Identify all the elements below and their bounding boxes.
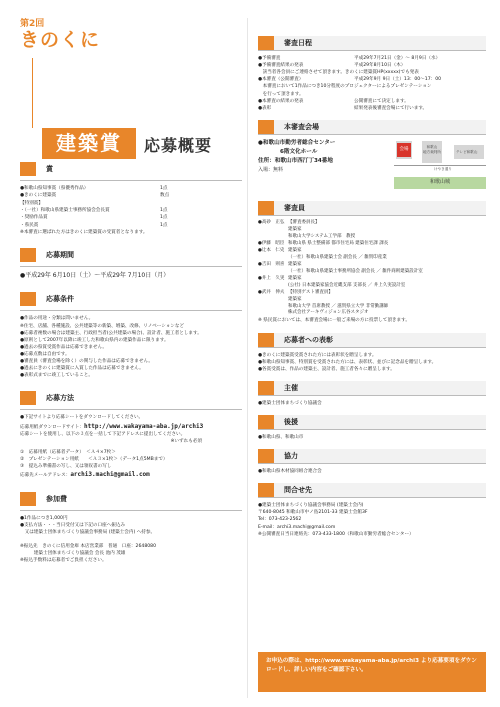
judge-detail-line: 建築家 — [288, 226, 302, 232]
section-title: 応募条件 — [46, 295, 74, 304]
venue-address: 住所：和歌山市西汀丁34番地 — [258, 157, 333, 164]
contact-line: Tel：073-423-2562 — [258, 517, 302, 523]
method-file-line: ② プレゼンテーション用紙 ＜Ａ３×1枚＞（データ1点5MBまで） — [20, 457, 168, 463]
section-awards — [20, 158, 242, 236]
award-count: 1点 — [160, 222, 168, 228]
condition-line: ●審査員（審査会場を除く）の関与した作品は応募できません。 — [20, 359, 153, 365]
section-marker — [258, 201, 274, 215]
schedule-value: 平成29年9月 9日（土）13：00〜17：00 — [354, 77, 442, 83]
judge-details — [288, 248, 486, 262]
schedule-value: 公開審査にて決定します。 — [354, 98, 409, 104]
awards-note: ※本審査に選ばれた方はきのくに建築賞の受賞者となります。 — [20, 230, 148, 236]
venue-name: ●和歌山市勤労者総合センター — [258, 139, 336, 146]
method-line: 応募シートを使用し、以下の３点を一括して下記アドレスに提出してください。 — [20, 431, 186, 437]
section-marker — [20, 292, 36, 306]
condition-line: ●作品の用途・分類は問いません。 — [20, 316, 94, 322]
fee-line: ●支払方法・・・当日受付又は下記の口座へ振込み — [20, 522, 126, 528]
award-item — [20, 214, 242, 221]
judge-name: ●吉田 則喜 — [258, 261, 285, 267]
judge-detail-line: 【審査委員長】 — [288, 219, 320, 225]
method-file-line: ① 応募用紙（応募者データ） ＜Ａ４×7枚＞ — [20, 450, 116, 456]
section-header — [20, 244, 242, 267]
award-item — [20, 185, 242, 192]
judge-detail-line: 建築家 — [288, 296, 302, 302]
section-marker — [258, 483, 274, 497]
section-header — [258, 333, 486, 348]
award-label: 建築賞 — [42, 128, 136, 159]
condition-line: ●応募者複数の場合は建築主、行政担当者(公共建築の場合)、設計者、施工者とします。 — [20, 330, 202, 336]
section-conditions — [20, 288, 242, 379]
method-line: ●下記サイトより応募シートをダウンロードしてください。 — [20, 415, 144, 421]
schedule-row — [258, 62, 486, 69]
condition-line: ●過去にきのくに建築賞に入賞した作品は応募できません。 — [20, 366, 144, 372]
download-link[interactable]: http://www.wakayama-aba.jp/archi3 — [84, 422, 204, 430]
map-label-street: けやき通り — [434, 166, 452, 171]
schedule-rows — [258, 98, 486, 112]
fee-line — [20, 536, 242, 543]
award-name: ・奨励作品賞 — [20, 215, 48, 221]
cooperation-text: ●和歌山県木材協同組合連合会 — [258, 469, 322, 475]
section-header — [20, 488, 242, 511]
schedule-label: ●予備審査 — [258, 56, 281, 61]
judge-detail-line: 和歌山県 県土整備部 都市住宅局 建築住宅課 課長 — [288, 240, 389, 246]
section-header — [258, 381, 486, 396]
map-venue-marker: 会場 — [397, 143, 411, 157]
judge-entry — [258, 262, 486, 276]
schedule-label: ●表彰 — [258, 105, 272, 111]
section-title: 協力 — [274, 449, 486, 463]
section-title: 問合せ先 — [274, 483, 486, 497]
fee-line: 又は建築士団体まちづくり協議会事務局 (建築士会内) へ持参。 — [20, 529, 156, 535]
condition-line: ●過去の県賞受賞作品は応募できません。 — [20, 344, 107, 350]
section-marker — [20, 248, 36, 262]
schedule-label: ●本審査の結果の発表 — [258, 98, 304, 104]
schedule-row — [258, 105, 486, 112]
section-header — [258, 483, 486, 498]
judge-details — [288, 241, 486, 248]
schedule-note: 該当者各会員にご連絡させて頂きます。きのくに建築賞HP(xxxxx)でも発表 — [258, 70, 419, 76]
judge-detail-line: 株式会社アーキヴィジョン広谷スタジオ — [288, 310, 369, 316]
award-name: ・（一社）和歌山県建築士事務所協会会長賞 — [20, 208, 110, 214]
applicant-line: ●各賞受賞は、作品の建築主、設計者、施工者各々に贈呈します。 — [258, 366, 395, 372]
title-block — [20, 18, 242, 158]
section-applicant — [258, 333, 486, 373]
condition-line: ●原則として2007年以降に竣工した和歌山県内の建築作品に限ります。 — [20, 337, 169, 343]
award-name: 【特別賞】 — [20, 200, 43, 206]
section-marker — [258, 333, 274, 347]
method-file-line: ③ 提込み準備書の写し、又は領収書の写し — [20, 464, 112, 470]
judge-entry — [258, 241, 486, 248]
section-venue — [258, 120, 486, 193]
section-title: 審査日程 — [274, 36, 486, 50]
judge-entry — [258, 290, 486, 318]
award-name: ●和歌山県知事賞（県優秀作品） — [20, 186, 89, 191]
section-marker — [258, 120, 274, 134]
fee-list — [20, 515, 242, 565]
schedule-label: ●本審査（公開審査） — [258, 77, 304, 83]
judge-details — [288, 220, 486, 241]
section-title: 参加費 — [46, 494, 67, 503]
section-judges — [258, 201, 486, 325]
contact-line: 〒640-8045 和歌山市中ノ島2101-33 建築士会館3F — [258, 510, 368, 516]
schedule-value: 平成29年7月21日（金）〜 8月9日（水） — [354, 56, 441, 61]
applicant-list — [258, 352, 486, 373]
schedule-row — [258, 98, 486, 105]
venue-map — [258, 139, 486, 193]
award-count: 数点 — [160, 193, 170, 199]
section-title: 賞 — [46, 165, 53, 173]
method-files — [20, 449, 242, 470]
section-title: 応募期間 — [46, 251, 74, 260]
page-subtitle: 応募概要 — [144, 136, 213, 155]
condition-line: ●応募点数は自由です。 — [20, 352, 70, 358]
judge-detail-line: （一社）和歌山県建築士会 副会長 ／ 雑賀印産業 — [288, 254, 387, 260]
applicant-line: ●きのくに建築賞受賞された方には表彰状を贈呈します。 — [258, 352, 377, 358]
download-notice: お申込の際は、http://www.wakayama-aba.jp/archi3 より応募要項をダウンロードし、詳しい内容をご確認下さい。 — [258, 652, 486, 692]
mail-label: 応募先メールアドレス： — [20, 473, 71, 479]
fee-line: ●1作品につき1,000円 — [20, 515, 68, 521]
judge-detail-line: 和歌山大学 首席教授 ／ 滋賀県立大学 非常勤講師 — [288, 303, 389, 309]
section-title: 本審査会場 — [274, 120, 486, 134]
schedule-value: 平成29年8月10日（木） — [354, 63, 406, 69]
section-marker — [258, 415, 274, 429]
section-organizer — [258, 381, 486, 407]
title-decoration — [32, 58, 182, 128]
right-column — [258, 36, 486, 546]
schedule-rows — [258, 55, 486, 69]
award-count: 1点 — [160, 215, 168, 221]
condition-line: ●表彰式までに竣工していること。 — [20, 373, 93, 379]
award-item — [20, 192, 242, 199]
period-text: ●平成29年 6月10日（土）〜平成29年 7月10日（月） — [20, 272, 170, 280]
judge-details — [288, 276, 486, 290]
award-item — [20, 200, 242, 207]
fee-line: 建築士団体まちづくり協議会 会長 池内 茂雄 — [20, 551, 126, 557]
section-title: 審査員 — [274, 201, 486, 215]
awards-list — [20, 185, 242, 229]
judge-name: ●伊藤 昭臣 — [258, 240, 285, 246]
judge-detail-line: 建築家 — [288, 261, 302, 267]
left-column — [20, 18, 242, 572]
section-header — [258, 449, 486, 464]
judges-list — [258, 220, 486, 318]
award-count: 1点 — [160, 208, 168, 214]
section-fee — [20, 488, 242, 565]
section-method — [20, 387, 242, 479]
applicant-line: ●和歌山県知事賞、特別賞を受賞された方には、表彰状、並びに記念品を贈呈します。 — [258, 359, 437, 365]
section-marker — [258, 36, 274, 50]
judge-details — [288, 262, 486, 276]
section-title: 応募方法 — [46, 394, 74, 403]
section-support — [258, 415, 486, 441]
section-cooperation — [258, 449, 486, 475]
contact-line: ※公開審査日当日連絡先：073-433-1800（和歌山市勤労者総合センター） — [258, 531, 414, 537]
section-header — [258, 415, 486, 430]
section-marker — [20, 391, 36, 405]
schedule-row — [258, 55, 486, 62]
venue-info — [258, 139, 388, 174]
judge-detail-line: （一社）和歌山県建築士事務所協会 副会長 ／ 雑件商則建築設計室 — [288, 268, 423, 274]
venue-admission: 入場：無料 — [258, 166, 284, 173]
schedule-value: 結果発表後審査会場にて行います。 — [354, 105, 428, 111]
judge-detail-line: 和歌山大学システム工学部 教授 — [288, 233, 356, 239]
judge-entry — [258, 248, 486, 262]
contact-list — [258, 502, 486, 538]
method-required-note: ※いずれも必須 — [170, 438, 202, 444]
section-contact — [258, 483, 486, 538]
fee-line: ※振込先 きのくに信用金庫 本店営業部 普通 口座：2648080 — [20, 544, 157, 550]
section-schedule — [258, 36, 486, 112]
award-item — [20, 207, 242, 214]
venue-hall: 6階文化ホール — [280, 148, 318, 155]
mail-line — [20, 470, 242, 479]
support-text: ●和歌山県、和歌山市 — [258, 434, 304, 440]
round-number: 第2回 — [20, 19, 45, 29]
judges-note: ※ 県民賞においては、本審査会場に一般ご来場の方に投票して頂きます。 — [258, 318, 410, 324]
map-castle-park: 和歌山城 — [394, 177, 486, 189]
contact-line: E-mail：archi3.machi@gmail.com — [258, 524, 336, 530]
schedule-rows — [258, 76, 486, 83]
judge-name: ●高砂 正弘 — [258, 219, 285, 225]
organizer-text: ●建築士団体まちづくり協議会 — [258, 400, 322, 406]
judge-detail-line: 建築家 — [288, 247, 302, 253]
section-title: 主催 — [274, 381, 486, 395]
section-header — [258, 201, 486, 216]
condition-line: ※住宅、店舗、各種施設、公共建築等の新築、増築、改修、リノベーションなど — [20, 323, 185, 329]
section-title: 後援 — [274, 415, 486, 429]
mail-address[interactable]: archi3.machi@gmail.com — [70, 471, 150, 479]
schedule-label: ●予備審査結果の発表 — [258, 63, 304, 69]
judge-detail-line: (公社) 日本建築家協会近畿支部 支部長 ／ 井上久実設計室 — [288, 282, 406, 288]
section-marker — [20, 492, 36, 506]
map-label-court: 和歌山 地方裁判所 — [423, 144, 441, 155]
section-header — [20, 158, 242, 181]
map-label-tv: テレビ和歌山 — [456, 149, 478, 154]
section-title: 応募者への表彰 — [274, 333, 486, 347]
section-marker — [20, 162, 36, 176]
award-count: 1点 — [160, 186, 168, 191]
section-header — [258, 36, 486, 51]
award-name: ●きのくに建築賞 — [20, 193, 57, 199]
download-label: 応募用紙ダウンロードサイト： — [20, 424, 84, 430]
judge-details — [288, 290, 486, 318]
award-name: きのくに — [20, 29, 101, 51]
method-download-line — [20, 422, 242, 431]
award-name: ・県民賞 — [20, 222, 39, 228]
map-road — [394, 165, 486, 166]
award-item — [20, 222, 242, 229]
judge-detail-line: 建築家 — [288, 275, 302, 281]
section-header — [20, 288, 242, 311]
judge-name: ●武井 伸夫 — [258, 289, 285, 295]
section-marker — [258, 381, 274, 395]
fee-line: ※振込手数料は応募者でご負担ください。 — [20, 558, 107, 564]
contact-line: ●建築士団体まちづくり協議会事務局 (建築士会内) — [258, 503, 364, 509]
judge-detail-line: 【特別ゲスト審査員】 — [288, 289, 333, 295]
column-divider — [247, 18, 248, 698]
section-header — [258, 120, 486, 135]
section-period — [20, 244, 242, 280]
section-marker — [258, 449, 274, 463]
judge-entry — [258, 276, 486, 290]
schedule-row — [258, 76, 486, 83]
section-header — [20, 387, 242, 410]
schedule-note: 本審査において1作品につき10分程度のプロジェクターによるプレゼンテーション を行って頂きます。 — [262, 84, 432, 97]
judge-name: ●辻本 仁史 — [258, 247, 285, 253]
conditions-list — [20, 315, 242, 379]
judge-entry — [258, 220, 486, 241]
judge-name: ●井上 久実 — [258, 275, 285, 281]
